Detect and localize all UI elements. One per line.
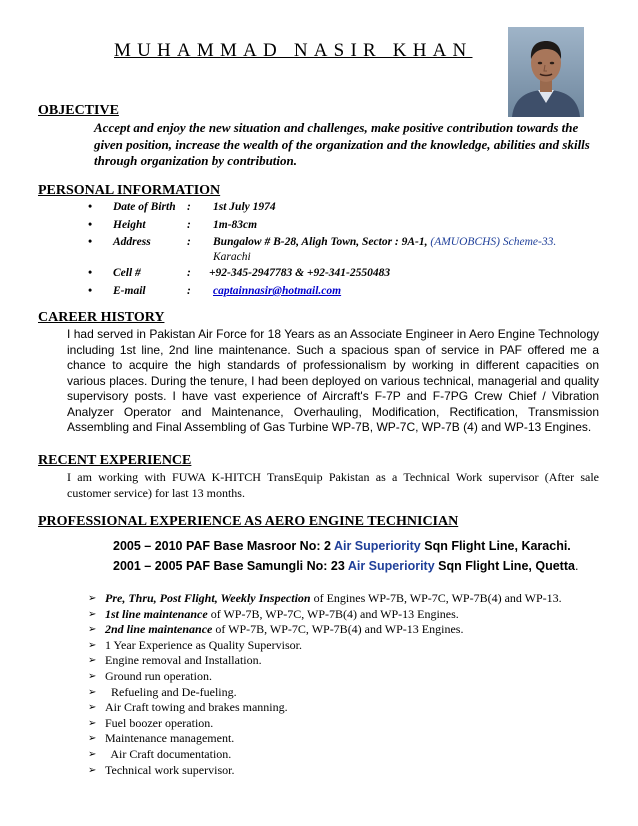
list-item: ➢ 2nd line maintenance of WP-7B, WP-7C, WP-7B(4) and WP-13 Engines. — [88, 622, 464, 637]
exp-row2-d: . — [574, 559, 579, 573]
address-city: Karachi — [213, 251, 251, 263]
bullet-icon: • — [88, 236, 93, 248]
height-value: 1m-83cm — [213, 219, 258, 231]
address-value — [213, 236, 556, 248]
arrow-bullet-icon: ➢ — [88, 748, 97, 760]
list-item: ➢ Ground run operation. — [88, 668, 212, 683]
dob-value: 1st July 1974 — [213, 201, 276, 213]
list-item: ➢ 1 Year Experience as Quality Supervisor. — [88, 637, 302, 652]
professional-heading: PROFESSIONAL EXPERIENCE AS AERO ENGINE TECHNICIAN — [38, 514, 459, 529]
personal-info-heading: PERSONAL INFORMATION — [38, 183, 221, 198]
bullet-icon: • — [88, 201, 93, 213]
email-label: E-mail — [113, 285, 146, 297]
address-line-1: Bungalow # B-28, Aligh Town, Sector : 9A-1, — [213, 236, 428, 248]
exp-row1-a: 2005 – 2010 PAF Base Masroor No: 2 — [113, 539, 334, 553]
arrow-bullet-icon: ➢ — [88, 593, 97, 604]
list-item: ➢ 1st line maintenance of WP-7B, WP-7C, WP-7B(4) and WP-13 Engines. — [88, 606, 459, 621]
exp-row2-a: 2001 – 2005 PAF Base Samungli No: 23 — [113, 559, 348, 573]
exp-row1-c: Sqn Flight Line, Karachi. — [420, 539, 571, 553]
experience-row-samungli — [113, 559, 578, 573]
arrow-bullet-icon: ➢ — [88, 733, 97, 745]
colon: : — [187, 267, 191, 279]
objective-text: Accept and enjoy the new situation and challenges, make positive contribution towards the given position, increase the wealth of the organization and the knowledge, abilities and skills through organization by contribution. — [94, 120, 590, 168]
career-text: I had served in Pakistan Air Force for 18 Years as an Associate Engineer in Aero Engine Technology including 1st line, 2nd line maintenance. Such a spacious span of service in PAF offered me a chance to acquire the high standards of professionalism by working in different capacities on various places. During the tenure, I had been deployed on various technical, managerial and quality supervisory posts. I have vast experience of Aircraft's F-7P and F-7PG Crew Chief / Vibration Analyzer Operator and Maintenance, Overhauling, Modification, Rectification, Transmission Assembling and Final Assembling of Gas Turbine WP-7B, WP-7C, WP-7B (4) and WP-13 Engines. — [67, 327, 599, 434]
bullet-icon: • — [88, 219, 93, 231]
list-item: ➢ Pre, Thru, Post Flight, Weekly Inspection of Engines WP-7B, WP-7C, WP-7B(4) and WP-13. — [88, 591, 562, 605]
bullet-icon: • — [88, 285, 93, 297]
address-scheme: (AMUOBCHS) Scheme-33. — [430, 236, 557, 248]
height-label: Height — [113, 219, 146, 231]
dob-label: Date of Birth — [113, 201, 176, 213]
colon: : — [187, 219, 191, 231]
list-item: ➢ Maintenance management. — [88, 731, 235, 746]
list-item: ➢ Air Craft towing and brakes manning. — [88, 700, 288, 715]
arrow-bullet-icon: ➢ — [88, 764, 97, 776]
arrow-bullet-icon: ➢ — [88, 608, 97, 620]
duties-list — [88, 591, 562, 778]
cell-label: Cell # — [113, 267, 141, 279]
arrow-bullet-icon: ➢ — [88, 717, 97, 729]
arrow-bullet-icon: ➢ — [88, 702, 97, 714]
list-item: ➢ Air Craft documentation. — [88, 746, 232, 761]
colon: : — [187, 285, 191, 297]
colon: : — [187, 201, 191, 213]
exp-row1-b: Air Superiority — [333, 539, 421, 553]
arrow-bullet-icon: ➢ — [88, 686, 97, 698]
profile-photo — [508, 27, 584, 117]
objective-heading: OBJECTIVE — [38, 103, 119, 118]
experience-row-masroor — [113, 539, 571, 553]
arrow-bullet-icon: ➢ — [88, 624, 97, 636]
list-item: ➢ Fuel boozer operation. — [88, 715, 214, 730]
cell-value: +92-345-2947783 & +92-341-2550483 — [209, 267, 391, 279]
recent-heading: RECENT EXPERIENCE — [38, 453, 192, 468]
list-item: ➢ Engine removal and Installation. — [88, 653, 262, 668]
email-link[interactable]: captainnasir@hotmail.com — [213, 285, 342, 297]
address-label: Address — [113, 236, 151, 248]
exp-row2-b: Air Superiority — [347, 559, 435, 573]
colon: : — [187, 236, 191, 248]
career-heading: CAREER HISTORY — [38, 310, 165, 325]
list-item: ➢ Refueling and De-fueling. — [88, 684, 237, 699]
exp-row2-c: Sqn Flight Line, Quetta — [434, 559, 575, 573]
portrait-image — [508, 27, 584, 117]
list-item: ➢ Technical work supervisor. — [88, 762, 235, 777]
bullet-icon: • — [88, 267, 93, 279]
arrow-bullet-icon: ➢ — [88, 670, 97, 682]
arrow-bullet-icon: ➢ — [88, 655, 97, 667]
arrow-bullet-icon: ➢ — [88, 639, 97, 651]
candidate-name: MUHAMMAD NASIR KHAN — [114, 40, 473, 61]
recent-text: I am working with FUWA K-HITCH TransEquip Pakistan as a Technical Work supervisor (After sale customer service) for last 13 months. — [67, 470, 599, 500]
